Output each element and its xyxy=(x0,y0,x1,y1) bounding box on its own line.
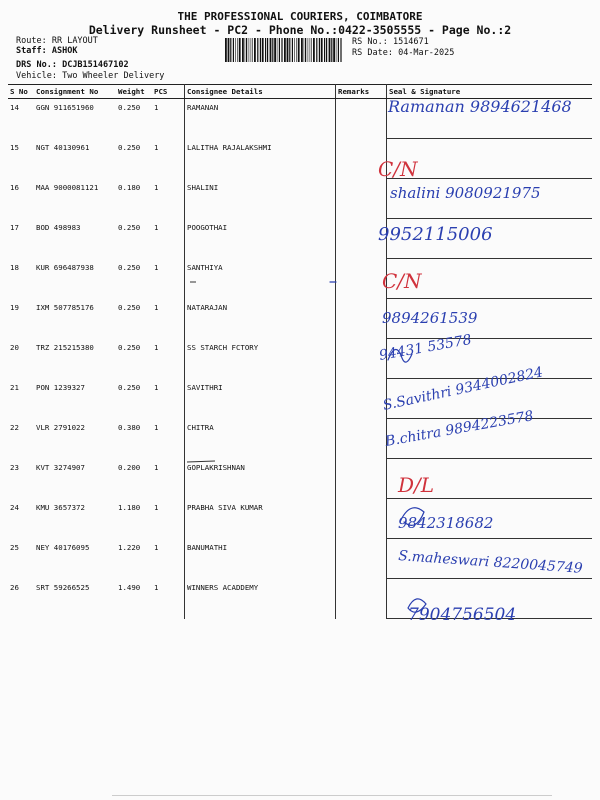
cell-remarks xyxy=(336,299,387,339)
table-row xyxy=(8,539,592,579)
barcode-bar xyxy=(324,38,325,62)
signature-banumathi: S.maheswari 8220045749 xyxy=(397,548,584,577)
cell-weight: 0.200 xyxy=(118,462,141,472)
barcode-bar xyxy=(237,38,238,62)
barcode-bar xyxy=(319,38,320,62)
barcode-bar xyxy=(260,38,261,62)
cell-consignee: PRABHA SIVA KUMAR xyxy=(185,499,336,539)
cell-remarks xyxy=(336,579,387,619)
cell-remarks xyxy=(336,539,387,579)
cell-pcs: 1 xyxy=(152,579,185,619)
cell-pcs: 1 xyxy=(152,539,185,579)
cell-consignment: TRZ 215215380 xyxy=(36,342,94,352)
cell-signature xyxy=(387,299,593,339)
barcode-bar xyxy=(292,38,293,62)
barcode-bar xyxy=(239,38,241,62)
barcode-bar xyxy=(340,38,341,62)
barcode-bar xyxy=(270,38,272,62)
col-consignee: Consignee Details xyxy=(185,85,336,99)
cell-consignee: SAVITHRI xyxy=(185,379,336,419)
signature-savithri: S.Savithri 9344002824 xyxy=(381,364,545,414)
runsheet-title: Delivery Runsheet - PC2 - Phone No.:0422-3505555 - Page No.:2 xyxy=(88,23,512,37)
barcode-bar xyxy=(310,38,311,62)
barcode-bar xyxy=(281,38,282,62)
barcode-bar xyxy=(246,38,247,62)
cell-sno: 18 xyxy=(10,262,19,272)
table-row xyxy=(8,139,592,179)
cell-sno: 20 xyxy=(10,342,19,352)
barcode-bar xyxy=(252,38,253,62)
cell-consignee: CHITRA xyxy=(185,419,336,459)
barcode-bar xyxy=(321,38,323,62)
cell-consignment: KVT 3274907 xyxy=(36,462,85,472)
cell-weight: 0.250 xyxy=(118,262,141,272)
barcode-bar xyxy=(245,38,246,62)
cell-pcs: 1 xyxy=(152,259,185,299)
barcode-bar xyxy=(257,38,258,62)
barcode-bar xyxy=(313,38,315,62)
table-row xyxy=(8,339,592,379)
cell-weight: 1.490 xyxy=(118,582,141,592)
barcode-bar xyxy=(336,38,337,62)
cell-weight: 0.250 xyxy=(118,302,141,312)
staff-value: ASHOK xyxy=(51,46,78,56)
table-row xyxy=(8,499,592,539)
cell-consignment: BOD 498983 xyxy=(36,222,81,232)
cell-consignment: NEY 40176095 xyxy=(36,542,90,552)
drs-value: DCJB151467102 xyxy=(62,60,129,70)
cell-sno: 23 xyxy=(10,462,19,472)
barcode-bar xyxy=(251,38,252,62)
route-value: RR LAYOUT xyxy=(51,36,98,46)
cell-pcs: 1 xyxy=(152,219,185,259)
cell-signature xyxy=(387,579,593,619)
staff-line: Staff: ASHOK xyxy=(16,46,78,56)
cell-pcs: 1 xyxy=(152,179,185,219)
cell-sno: 25 xyxy=(10,542,19,552)
cell-signature xyxy=(387,259,593,299)
cell-sno: 22 xyxy=(10,422,19,432)
cell-pcs: 1 xyxy=(152,379,185,419)
cell-signature xyxy=(387,339,593,379)
signature-prabha: 9842318682 xyxy=(398,514,494,532)
cell-signature xyxy=(387,539,593,579)
cell-remarks xyxy=(336,379,387,419)
cell-weight: 0.250 xyxy=(118,103,141,112)
table-row xyxy=(8,299,592,339)
barcode-bar xyxy=(228,38,230,62)
cell-sno: 21 xyxy=(10,382,19,392)
signature-poogothai: 9952115006 xyxy=(378,224,493,245)
cell-pcs: 1 xyxy=(152,419,185,459)
barcode-bar xyxy=(294,38,295,62)
barcode-bar xyxy=(287,38,289,62)
table-row xyxy=(8,219,592,259)
cell-consignment: NGT 40130961 xyxy=(36,142,90,152)
cell-consignment: KMU 3657372 xyxy=(36,502,85,512)
barcode-bar xyxy=(304,38,305,62)
table-row xyxy=(8,459,592,499)
cell-sno: 17 xyxy=(10,222,19,232)
barcode-bar xyxy=(274,38,276,62)
cell-consignment: MAA 9000081121 xyxy=(36,182,99,192)
cell-sno: 16 xyxy=(10,182,19,192)
cell-signature xyxy=(387,459,593,499)
cell-remarks xyxy=(336,499,387,539)
barcode-bar xyxy=(279,38,280,62)
cell-remarks xyxy=(336,139,387,179)
barcode-bar xyxy=(235,38,236,62)
signature-ss-starch: 94431 53578 xyxy=(377,331,473,364)
signature-winners: 7904756504 xyxy=(408,605,517,625)
barcode-bar xyxy=(331,38,332,62)
barcode-bar xyxy=(242,38,244,62)
cell-consignee: SS STARCH FCTORY xyxy=(185,339,336,379)
cell-weight: 0.250 xyxy=(118,142,141,152)
cell-weight: 1.220 xyxy=(118,542,141,552)
cell-sno: 26 xyxy=(10,582,19,592)
cn-mark-15: C/N xyxy=(378,157,418,181)
rs-no-line: RS No.: 1514671 xyxy=(352,37,429,47)
cell-consignee: BANUMATHI xyxy=(185,539,336,579)
cell-consignee: NATARAJAN xyxy=(185,299,336,339)
cell-consignee: SANTHIYA xyxy=(185,259,336,299)
vehicle-line: Vehicle: Two Wheeler Delivery xyxy=(16,71,165,81)
table-row xyxy=(8,579,592,619)
barcode-bar xyxy=(267,38,268,62)
signature-chitra: B.chitra 9894223578 xyxy=(383,408,535,450)
col-pcs: PCS xyxy=(152,85,185,99)
cell-pcs: 1 xyxy=(152,299,185,339)
barcode-bar xyxy=(296,38,297,62)
col-consignment: Consignment No xyxy=(34,85,116,99)
cell-consignee: POOGOTHAI xyxy=(185,219,336,259)
cell-consignee: RAMANAN xyxy=(185,99,336,139)
cell-signature xyxy=(387,179,593,219)
barcode-bar xyxy=(233,38,234,62)
vehicle-value: Two Wheeler Delivery xyxy=(62,71,165,81)
cell-weight: 1.180 xyxy=(118,502,141,512)
cell-pcs: 1 xyxy=(152,459,185,499)
barcode-bar xyxy=(265,38,266,62)
cell-remarks xyxy=(336,259,387,299)
col-remarks: Remarks xyxy=(336,85,387,99)
signature-natarajan: 9894261539 xyxy=(382,309,478,327)
table-header-row xyxy=(8,85,592,99)
cell-weight: 0.250 xyxy=(118,342,141,352)
cell-consignment: GGN 911651960 xyxy=(36,103,94,112)
cell-sno: 24 xyxy=(10,502,19,512)
col-signature: Seal & Signature xyxy=(387,85,593,99)
cell-consignment: SRT 59266525 xyxy=(36,582,90,592)
cell-consignee: LALITHA RAJALAKSHMI xyxy=(185,139,336,179)
signature-shalini: shalini 9080921975 xyxy=(390,184,541,202)
cell-pcs: 1 xyxy=(152,339,185,379)
cell-signature xyxy=(387,379,593,419)
col-weight: Weight xyxy=(116,85,152,99)
table-row xyxy=(8,379,592,419)
cell-remarks xyxy=(336,419,387,459)
barcode-bar xyxy=(254,38,256,62)
drs-line: DRS No.: DCJB151467102 xyxy=(16,60,129,70)
barcode-bar xyxy=(249,38,250,62)
cell-sno: 14 xyxy=(10,103,19,112)
cell-consignment: VLR 2791022 xyxy=(36,422,85,432)
barcode-bar xyxy=(284,38,286,62)
cell-pcs: 1 xyxy=(152,139,185,179)
cell-signature xyxy=(387,99,593,139)
cell-consignment: KUR 696487938 xyxy=(36,262,94,272)
company-name: THE PROFESSIONAL COURIERS, COIMBATORE xyxy=(177,10,423,23)
cell-weight: 0.250 xyxy=(118,382,141,392)
col-sno: S No xyxy=(8,85,34,99)
route-line: Route: RR LAYOUT xyxy=(16,36,98,46)
cell-signature xyxy=(387,499,593,539)
barcode-bar xyxy=(326,38,327,62)
cell-consignee: SHALINI xyxy=(185,179,336,219)
cell-weight: 0.180 xyxy=(118,182,141,192)
cell-consignee: WINNERS ACADDEMY xyxy=(185,579,336,619)
barcode-bar xyxy=(277,38,278,62)
cell-remarks xyxy=(336,459,387,499)
rs-date-line: RS Date: 04-Mar-2025 xyxy=(352,48,455,58)
barcode-bar xyxy=(301,38,303,62)
barcode-bar xyxy=(289,38,290,62)
barcode-bar xyxy=(333,38,335,62)
cell-remarks xyxy=(336,219,387,259)
table-row xyxy=(8,419,592,459)
cell-sno: 15 xyxy=(10,142,19,152)
cell-remarks xyxy=(336,99,387,139)
rs-no-value: 1514671 xyxy=(392,37,429,47)
cell-remarks xyxy=(336,179,387,219)
table-row xyxy=(8,179,592,219)
runsheet-table xyxy=(8,84,592,619)
barcode-bar xyxy=(338,38,339,62)
barcode-bar xyxy=(308,38,309,62)
cell-signature xyxy=(387,219,593,259)
cell-consignment: PON 1239327 xyxy=(36,382,85,392)
footer-rule xyxy=(112,795,552,796)
cell-weight: 0.250 xyxy=(118,222,141,232)
table-row xyxy=(8,99,592,139)
barcode-bar xyxy=(311,38,312,62)
barcode-bar xyxy=(230,38,231,62)
cell-pcs: 1 xyxy=(152,499,185,539)
cell-weight: 0.380 xyxy=(118,422,141,432)
barcode-bar xyxy=(225,38,227,62)
cell-consignment: IXM 507785176 xyxy=(36,302,94,312)
barcode-bar xyxy=(262,38,264,62)
barcode-image xyxy=(225,38,343,62)
cell-signature xyxy=(387,419,593,459)
table-row xyxy=(8,259,592,299)
rs-date-value: 04-Mar-2025 xyxy=(398,48,455,58)
barcode-bar xyxy=(316,38,317,62)
barcode-bar xyxy=(329,38,331,62)
cell-sno: 19 xyxy=(10,302,19,312)
cn-mark-18: C/N xyxy=(382,269,422,293)
barcode-bar xyxy=(298,38,300,62)
cell-remarks xyxy=(336,339,387,379)
barcode-bar xyxy=(305,38,306,62)
signature-ramanan: Ramanan 9894621468 xyxy=(388,97,572,116)
cell-pcs: 1 xyxy=(152,99,185,139)
barcode-bar xyxy=(272,38,273,62)
cell-signature xyxy=(387,139,593,179)
dl-mark-23: D/L xyxy=(398,473,435,497)
cell-consignee: GOPLAKRISHNAN xyxy=(185,459,336,499)
